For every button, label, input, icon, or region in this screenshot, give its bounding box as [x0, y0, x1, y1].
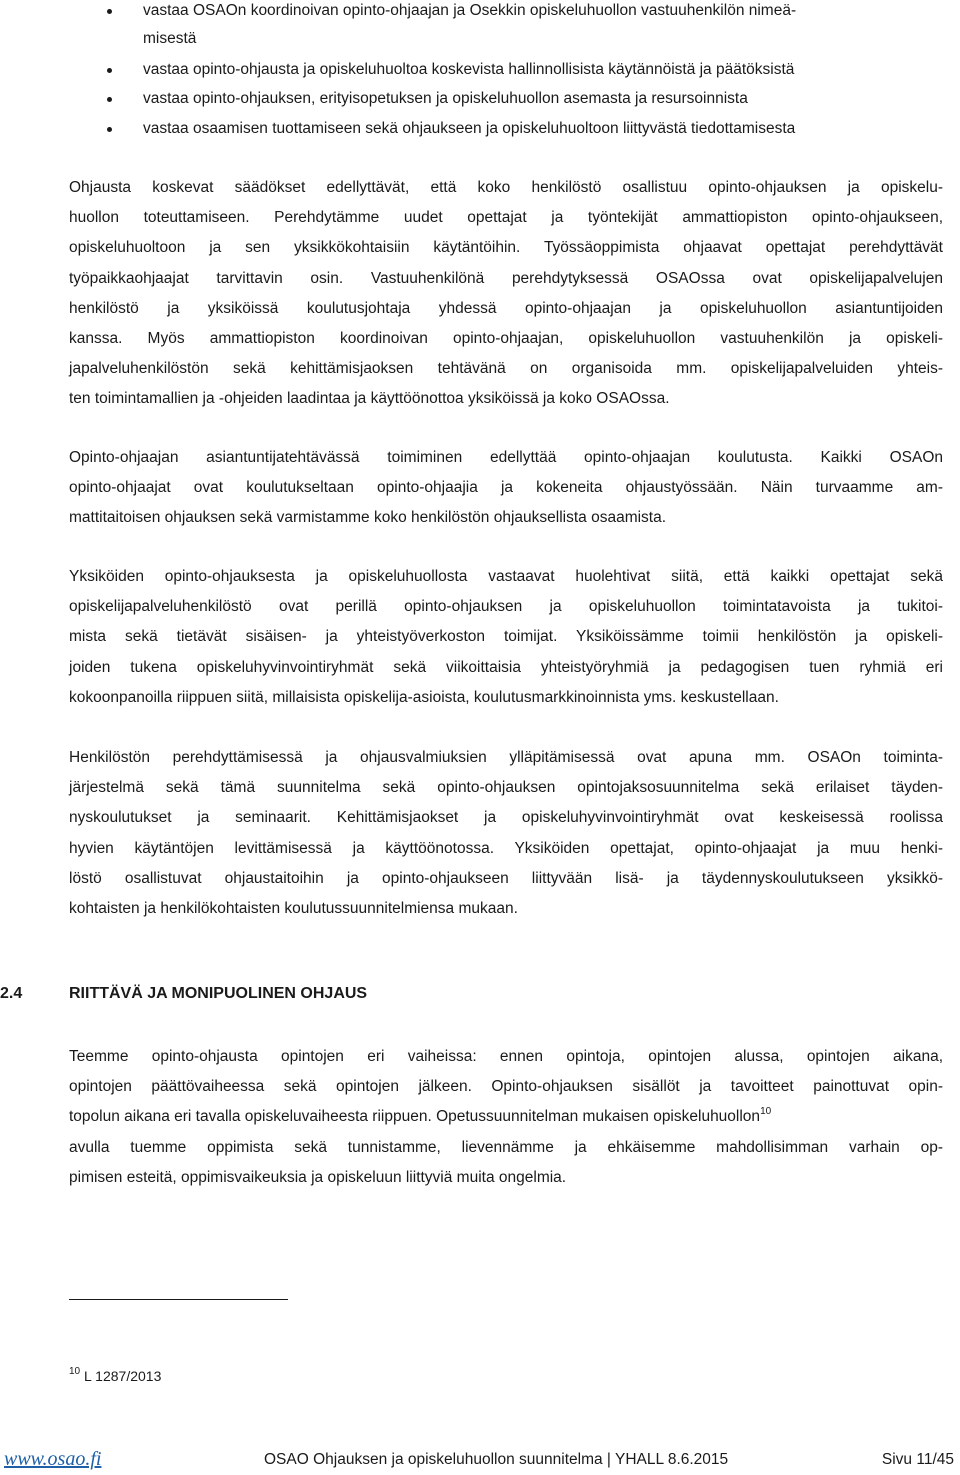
bullet-icon — [107, 127, 112, 132]
text-line: ten toimintamallien ja -ohjeiden laadintaa ja käyttöönottoa yksiköissä ja koko OSAOssa. — [69, 390, 670, 408]
list-item-text: vastaa opinto-ohjauksen, erityisopetuksen ja opiskeluhuollon asemasta ja resursoinnista — [143, 90, 748, 107]
list-item-text: misestä — [143, 30, 197, 47]
footer-document-title: OSAO Ohjauksen ja opiskeluhuollon suunnitelma | YHALL 8.6.2015 — [264, 1451, 729, 1468]
text-segment: topolun aikana eri tavalla opiskeluvaiheesta riippuen. Opetussuunnitelman mukaisen opiskeluhuollon — [69, 1108, 761, 1126]
text-line: opinto-ohjaajat ovat koulutukseltaan opinto-ohjaajia ja kokeneita ohjaustyössään. Näin turvaamme am- — [69, 479, 943, 497]
text-line: japalveluhenkilöstön sekä kehittämisjaoksen tehtävänä on organisoida mm. opiskelijapalveluiden yhteis- — [69, 360, 943, 378]
text-line: Teemme opinto-ohjausta opintojen eri vaiheissa: ennen opintoja, opintojen alussa, opintojen aikana, — [69, 1048, 943, 1065]
text-line: avulla tuemme oppimista sekä tunnistamme, lievennämme ja ehkäisemme mahdollisimman varhain op- — [69, 1138, 943, 1156]
text-line: Henkilöstön perehdyttämisessä ja ohjausvalmiuksien ylläpitämisessä ovat apuna mm. OSAOn toiminta- — [69, 749, 943, 766]
footnote-divider — [69, 1299, 288, 1300]
footnote-reference: 10 — [760, 1106, 772, 1118]
text-line: hyvien käytäntöjen levittämisessä ja käyttöönotossa. Yksiköiden opettajat, opinto-ohjaajat ja muu henki- — [69, 839, 943, 857]
bullet-icon — [107, 9, 112, 14]
text-line: nyskoulutukset ja seminaarit. Kehittämisjaokset ja opiskeluhyvinvointiryhmät ovat keskeisessä roolissa — [69, 809, 943, 827]
list-item-text: vastaa osaamisen tuottamiseen sekä ohjaukseen ja opiskeluhuoltoon liittyvästä tiedottamisesta — [143, 120, 796, 137]
text-line: opiskelijapalveluhenkilöstö ovat perillä opinto-ohjauksen ja opiskeluhuollon toimintatavoista ja tukitoi- — [69, 598, 943, 616]
section-heading — [0, 985, 960, 1011]
footnote-text: L 1287/2013 — [80, 1368, 162, 1384]
text-line: opiskeluhuoltoon ja sen yksikkökohtaisiin käytäntöihin. Työssäoppimista ohjaavat opettajat perehdyttävät — [69, 239, 943, 257]
text-line: kohtaisten ja henkilökohtaisten koulutussuunnitelmiensa mukaan. — [69, 900, 518, 918]
text-line: mista sekä tietävät sisäisen- ja yhteistyöverkoston toimijat. Yksiköissämme toimii henkilöstön ja opiskeli- — [69, 628, 943, 646]
section-number: 2.4 — [0, 985, 23, 1002]
paragraph — [69, 743, 943, 924]
text-line: järjestelmä sekä tämä suunnitelma sekä opinto-ohjauksen opintojaksosuunnitelma sekä erilaiset täyden- — [69, 779, 943, 797]
text-line: mattitaitoisen ohjauksen sekä varmistamme koko henkilöstön ohjauksellista osaamista. — [69, 509, 667, 527]
text-line-with-footnote — [69, 1102, 943, 1132]
website-logo-link[interactable]: www.osao.fi — [4, 1448, 102, 1470]
footnote-mark: 10 — [69, 1366, 81, 1377]
text-line: henkilöstö ja yksiköissä koulutusjohtaja yhdessä opinto-ohjaajan ja opiskeluhuollon asiantuntijoiden — [69, 299, 943, 317]
page-footer — [0, 1448, 960, 1472]
section-title: RIITTÄVÄ JA MONIPUOLINEN OHJAUS — [69, 985, 368, 1002]
text-line: Ohjausta koskevat säädökset edellyttävät, että koko henkilöstö osallistuu opinto-ohjauksen ja opiskelu- — [69, 179, 943, 196]
list-item-text: vastaa OSAOn koordinoivan opinto-ohjaajan ja Osekkin opiskeluhuollon vastuuhenkilön nimeä- — [143, 2, 797, 19]
paragraph — [69, 562, 943, 713]
text-line: kanssa. Myös ammattiopiston koordinoivan opinto-ohjaajan, opiskeluhuollon vastuuhenkilön ja opiskeli- — [69, 330, 943, 348]
footnote — [69, 1368, 161, 1384]
text-line: työpaikkaohjaajat tarvittavin osin. Vastuuhenkilönä perehdytyksessä OSAOssa ovat opiskelijapalvelujen — [69, 269, 943, 287]
bullet-icon — [107, 68, 112, 73]
text-line: kokoonpanoilla riippuen siitä, millaisista opiskelija-asioista, koulutusmarkkinoinnista yms. keskustellaan. — [69, 688, 779, 706]
paragraph — [69, 1042, 943, 1193]
list-item-text: vastaa opinto-ohjausta ja opiskeluhuoltoa koskevista hallinnollisista käytännöistä ja päätöksistä — [143, 61, 795, 78]
text-line: opintojen päättövaiheessa sekä opintojen jälkeen. Opinto-ohjauksen sisällöt ja tavoitteet painottuvat opin- — [69, 1078, 943, 1096]
text-line: Yksiköiden opinto-ohjauksesta ja opiskeluhuollosta vastaavat huolehtivat siitä, että kaikki opettajat sekä — [69, 568, 943, 585]
bullet-icon — [107, 97, 112, 102]
paragraph — [69, 443, 943, 534]
page-number: Sivu 11/45 — [881, 1451, 954, 1468]
paragraph — [69, 173, 943, 415]
text-line: huollon toteuttamiseen. Perehdytämme uudet opettajat ja työntekijät ammattiopiston opinto-ohjaukseen, — [69, 209, 943, 227]
text-line: joiden tukena opiskeluhyvinvointiryhmät sekä viikoittaisia yhteistyöryhmiä ja pedagogisen tuen ryhmiä eri — [69, 658, 943, 676]
text-line: pimisen esteitä, oppimisvaikeuksia ja opiskeluun liittyviä muita ongelmia. — [69, 1168, 567, 1186]
text-line: löstö osallistuvat ohjaustaitoihin ja opinto-ohjaukseen liittyvään lisä- ja täydennyskoulutukseen yksikkö- — [69, 869, 943, 887]
text-line: Opinto-ohjaajan asiantuntijatehtävässä toimiminen edellyttää opinto-ohjaajan koulutusta. Kaikki OSAOn — [69, 449, 943, 466]
